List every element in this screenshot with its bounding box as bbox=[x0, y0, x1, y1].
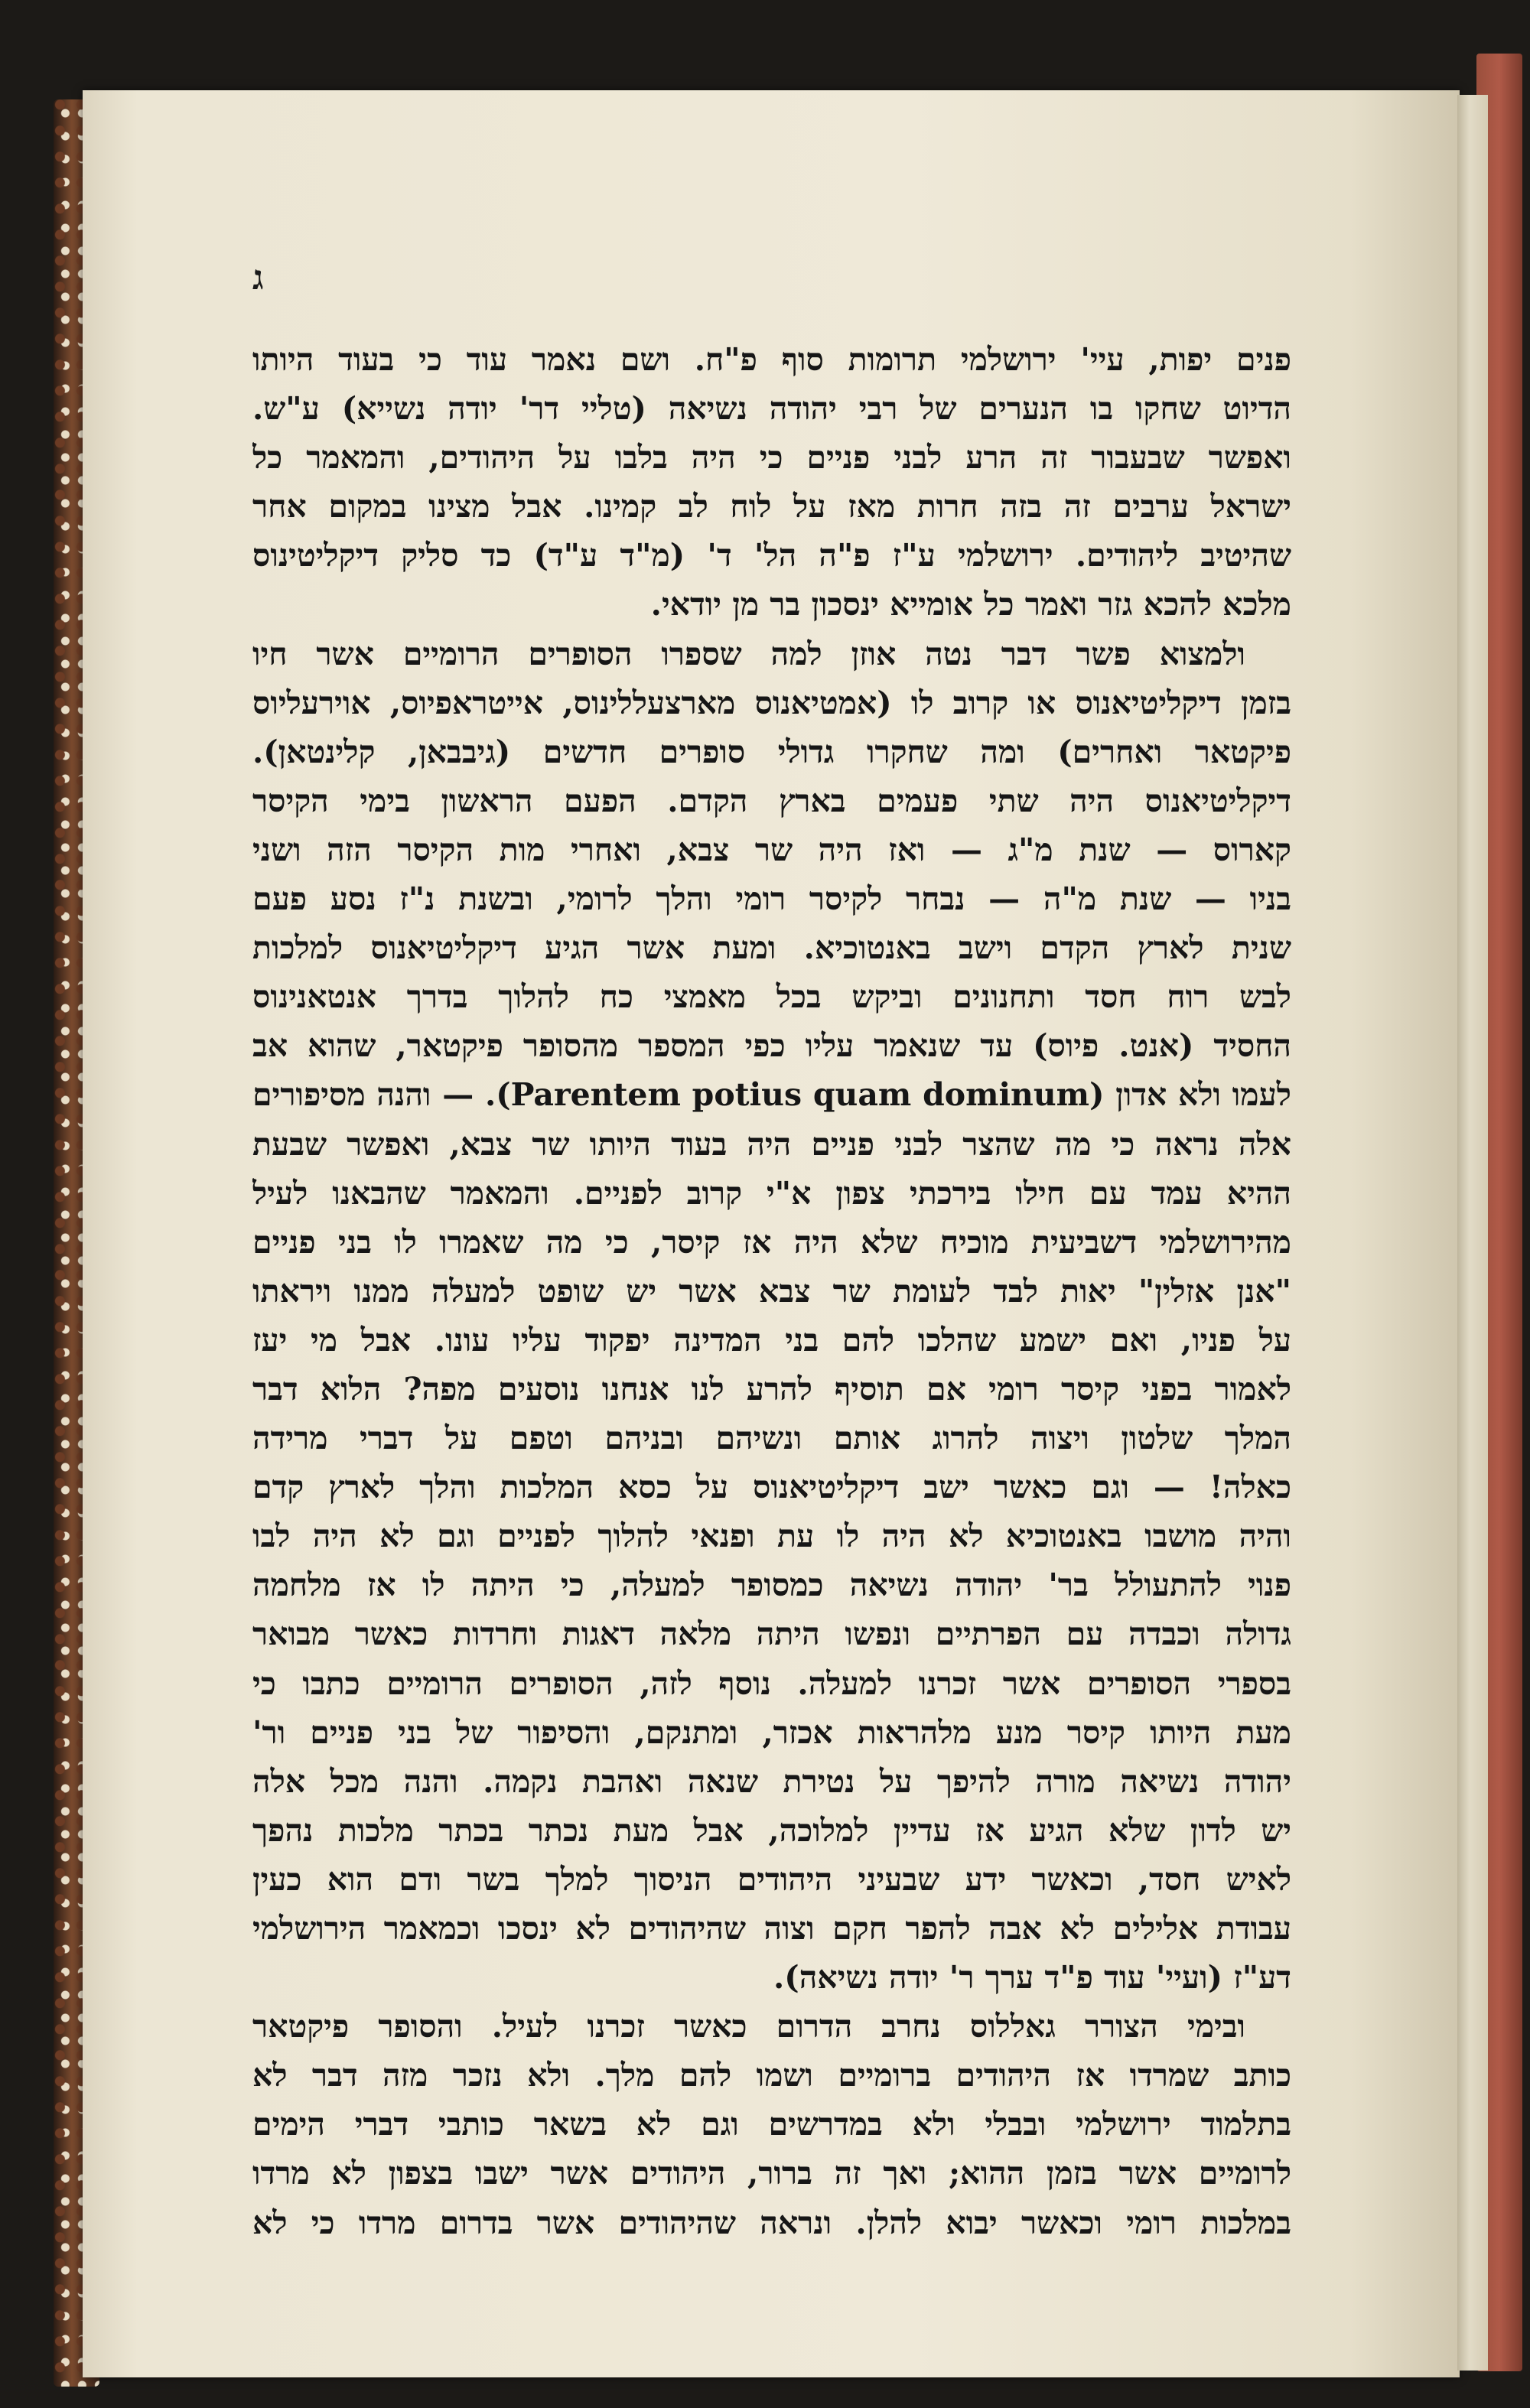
text-line: ובימי הצורר גאללוס נחרב הדרום כאשר זכרנו לעיל. והסופר פיקטאר bbox=[252, 2008, 1245, 2045]
text-line: שהיטיב ליהודים. ירושלמי ע"ז פ"ה הל' ד' (מ"ד ע"ד) כד סליק דיקליטינוס bbox=[252, 537, 1291, 574]
text-line: הדיוט שחקו בו הנערים של רבי יהודה נשיאה (טליי דר' יודה נשייא) ע"ש. bbox=[252, 390, 1291, 428]
text-line: דע"ז (ועיי' עוד פ"ד ערך ר' יודה נשיאה). bbox=[773, 1959, 1291, 1996]
text-line: המלך שלטון ויצוה להרוג אותם ונשיהם ובניהם וטפם על דברי מרידה bbox=[252, 1420, 1291, 1457]
text-line: בניו — שנת מ"ה — נבחר לקיסר רומי והלך לרומי, ובשנת נ"ז נסע פעם bbox=[252, 880, 1291, 918]
text-line: יהודה נשיאה מורה להיפך על נטירת שנאה ואהבת נקמה. והנה מכל אלה bbox=[252, 1762, 1291, 1800]
text-line: ישראל ערבים זה בזה חרות מאז על לוח לב קמינו. אבל מצינו במקום אחר bbox=[252, 488, 1291, 526]
text-line: מהירושלמי דשביעית מוכיח שלא היה אז קיסר, כי מה שאמרו לו בני פניים bbox=[252, 1223, 1291, 1261]
text-line: לאיש חסד, וכאשר ידע שבעיני היהודים הניסוך למלך בשר ודם הוא כעין bbox=[252, 1860, 1291, 1898]
text-line: "אנן אזלין" יאות לבד לעומת שר צבא אשר יש שופט למעלה ממנו ויראתו bbox=[252, 1272, 1291, 1310]
text-line: שנית לארץ הקדם וישב באנטוכיא. ומעת אשר הגיע דיקליטיאנוס למלכות bbox=[252, 929, 1291, 967]
text-line: בספרי הסופרים אשר זכרנו למעלה. נוסף לזה, הסופרים הרומיים כתבו כי bbox=[252, 1664, 1291, 1702]
text-line: בזמן דיקליטיאנוס או קרוב לו (אמטיאנוס מארצעללינוס, אייטראפיוס, אוירעליוס bbox=[252, 684, 1291, 721]
text-line: דיקליטיאנוס היה שתי פעמים בארץ הקדם. הפעם הראשון בימי הקיסר bbox=[252, 782, 1291, 819]
text-line: והיה מושבו באנטוכיא לא היה לו עת ופנאי להלוך לפניים וגם לא היה לבו bbox=[252, 1518, 1291, 1555]
text-line: לרומיים אשר בזמן ההוא; ואך זה ברור, היהודים אשר ישבו בצפון לא מרדו bbox=[252, 2155, 1291, 2192]
text-line: בתלמוד ירושלמי ובבלי ולא במדרשים וגם לא בשאר כותבי דברי הימים bbox=[252, 2106, 1291, 2143]
text-line: יש לדון שלא הגיע אז עדיין למלוכה, אבל מעת נכתר בכתר מלכות נהפך bbox=[252, 1811, 1291, 1849]
text-line: במלכות רומי וכאשר יבוא להלן. ונראה שהיהודים אשר בדרום מרדו כי לא bbox=[252, 2204, 1291, 2241]
text-line: על פניו, ואם ישמע שהלכו להם בני המדינה יפקוד עליו עונו. אבל מי יעז bbox=[252, 1321, 1291, 1359]
text-line: לעמו ולא אדון (Parentem potius quam dominum). — והנה מסיפורים bbox=[252, 1076, 1291, 1114]
text-line: ההיא עמד עם חילו בירכתי צפון א"י קרוב לפניים. והמאמר שהבאנו לעיל bbox=[252, 1174, 1291, 1212]
text-line: לאמור בפני קיסר רומי אם תוסיף להרע לנו אנחנו נוסעים מפה? הלוא דבר bbox=[252, 1370, 1291, 1407]
page-gutter bbox=[1457, 95, 1488, 2371]
text-line: פנוי להתעולל בר' יהודה נשיאה כמסופר למעלה, כי היתה לו אז מלחמה bbox=[252, 1567, 1291, 1604]
text-line: כאלה! — וגם כאשר ישב דיקליטיאנוס על כסא המלכות והלך לארץ קדם bbox=[252, 1469, 1291, 1506]
text-line: מלכא להכא גזר ואמר כל אומייא ינסכון בר מן יודאי. bbox=[650, 586, 1291, 623]
text-line: פנים יפות, עיי' ירושלמי תרומות סוף פ"ח. ושם נאמר עוד כי בעוד היותו bbox=[252, 341, 1291, 378]
text-line: פיקטאר ואחרים) ומה שחקרו גדולי סופרים חדשים (גיבבאן, קלינטאן). bbox=[252, 733, 1291, 770]
body-text bbox=[252, 335, 1291, 2247]
text-line: עבודת אלילים לא אבה להפר חקם וצוה שהיהודים לא ינסכו וכמאמר הירושלמי bbox=[252, 1910, 1291, 1947]
text-line: כותב שמרדו אז היהודים ברומיים ושמו להם מלך. ולא נזכר מזה דבר לא bbox=[252, 2057, 1291, 2094]
text-line: אלה נראה כי מה שהצר לבני פניים היה בעוד היותו שר צבא, ואפשר שבעת bbox=[252, 1125, 1291, 1163]
text-line: מעת היותו קיסר מנע מלהראות אכזר, ומתנקם, והסיפור של בני פניים ור' bbox=[252, 1713, 1291, 1751]
page-number: ג bbox=[252, 259, 264, 298]
text-line: ואפשר שבעבור זה הרע לבני פניים כי היה בלבו על היהודים, והמאמר כל bbox=[252, 439, 1291, 477]
text-line: החסיד (אנט. פיוס) עד שנאמר עליו כפי המספר מהסופר פיקטאר, שהוא אב bbox=[252, 1027, 1291, 1065]
text-line: לבש רוח חסד ותחנונים וביקש בכל מאמצי כח להלוך בדרך אנטאנינוס bbox=[252, 978, 1291, 1016]
text-line: ולמצוא פשר דבר נטה אוזן למה שספרו הסופרים הרומיים אשר חיו bbox=[252, 635, 1245, 672]
text-line: קארוס — שנת מ"ג — ואז היה שר צבא, ואחרי מות הקיסר הזה ושני bbox=[252, 831, 1291, 868]
text-line: גדולה וכבדה עם הפרתיים ונפשו היתה מלאה דאגות וחרדות כאשר מבואר bbox=[252, 1616, 1291, 1653]
